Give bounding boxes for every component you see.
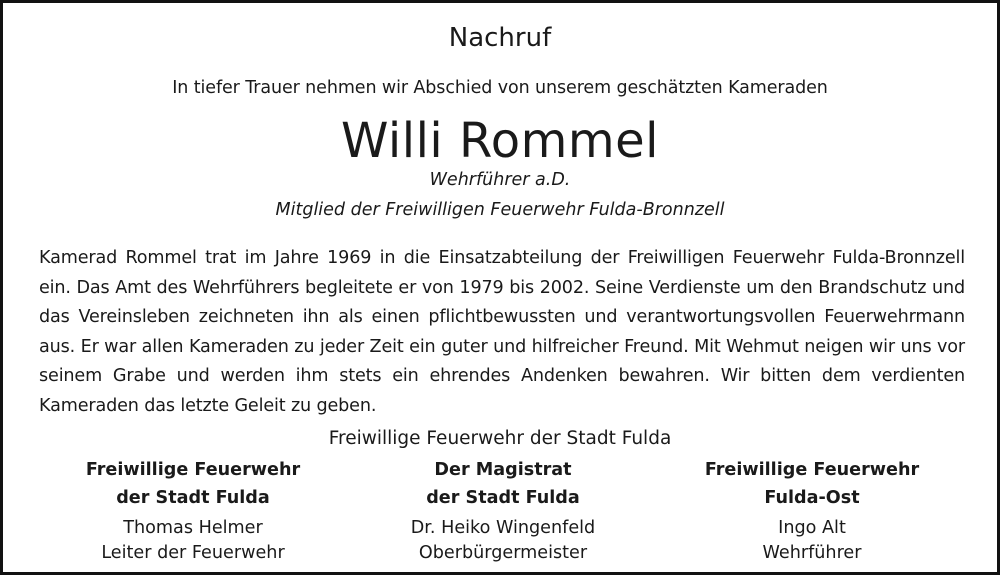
signatory-block-magistrate <box>353 456 653 566</box>
signatory-block-fire-department <box>43 456 343 566</box>
signatory-role: Wehrführer <box>762 543 862 563</box>
signatory-org-line1: Freiwillige Feuerwehr <box>85 460 301 480</box>
deceased-name: Willi Rommel <box>341 113 659 169</box>
notice-title: Nachruf <box>448 23 552 53</box>
signatory-org-line1: Freiwillige Feuerwehr <box>704 460 920 480</box>
deceased-rank: Wehrführer a.D. <box>429 170 571 190</box>
signatory-org-line2: Fulda-Ost <box>764 488 860 508</box>
intro-line: In tiefer Trauer nehmen wir Abschied von unserem geschätzten Kameraden <box>172 78 828 98</box>
signatory-role: Leiter der Feuerwehr <box>101 543 285 563</box>
signatory-org-line2: der Stadt Fulda <box>116 488 270 508</box>
signatory-org-line1: Der Magistrat <box>434 460 572 480</box>
deceased-membership: Mitglied der Freiwilligen Feuerwehr Fulda-Bronnzell <box>275 200 725 220</box>
signatory-person: Ingo Alt <box>778 518 846 538</box>
obituary-body: Kamerad Rommel trat im Jahre 1969 in die Einsatzabteilung der Freiwilligen Feuerwehr Fulda-Bronnzell ein. Das Amt des Wehrführers begleitete er von 1979 bis 2002. Seine Verdienste um den Brandschutz und das Vereinsleben zeichneten ihn als einen pflichtbewussten und verantwortungsvollen Feuerwehrmann aus. Er war allen Kameraden zu jeder Zeit ein guter und hilfreicher Freund. Mit Wehmut neigen wir uns vor seinem Grabe und werden ihm stets ein ehrendes Andenken bewahren. Wir bitten dem verdienten Kameraden das letzte Geleit zu geben. <box>39 248 965 416</box>
signatory-person: Thomas Helmer <box>123 518 263 538</box>
signatory-person: Dr. Heiko Wingenfeld <box>410 518 596 538</box>
signatory-role: Oberbürgermeister <box>418 543 588 563</box>
signatory-heading: Freiwillige Feuerwehr der Stadt Fulda <box>328 428 672 449</box>
signatory-block-fulda-ost <box>662 456 962 566</box>
signatory-org-line2: der Stadt Fulda <box>426 488 580 508</box>
